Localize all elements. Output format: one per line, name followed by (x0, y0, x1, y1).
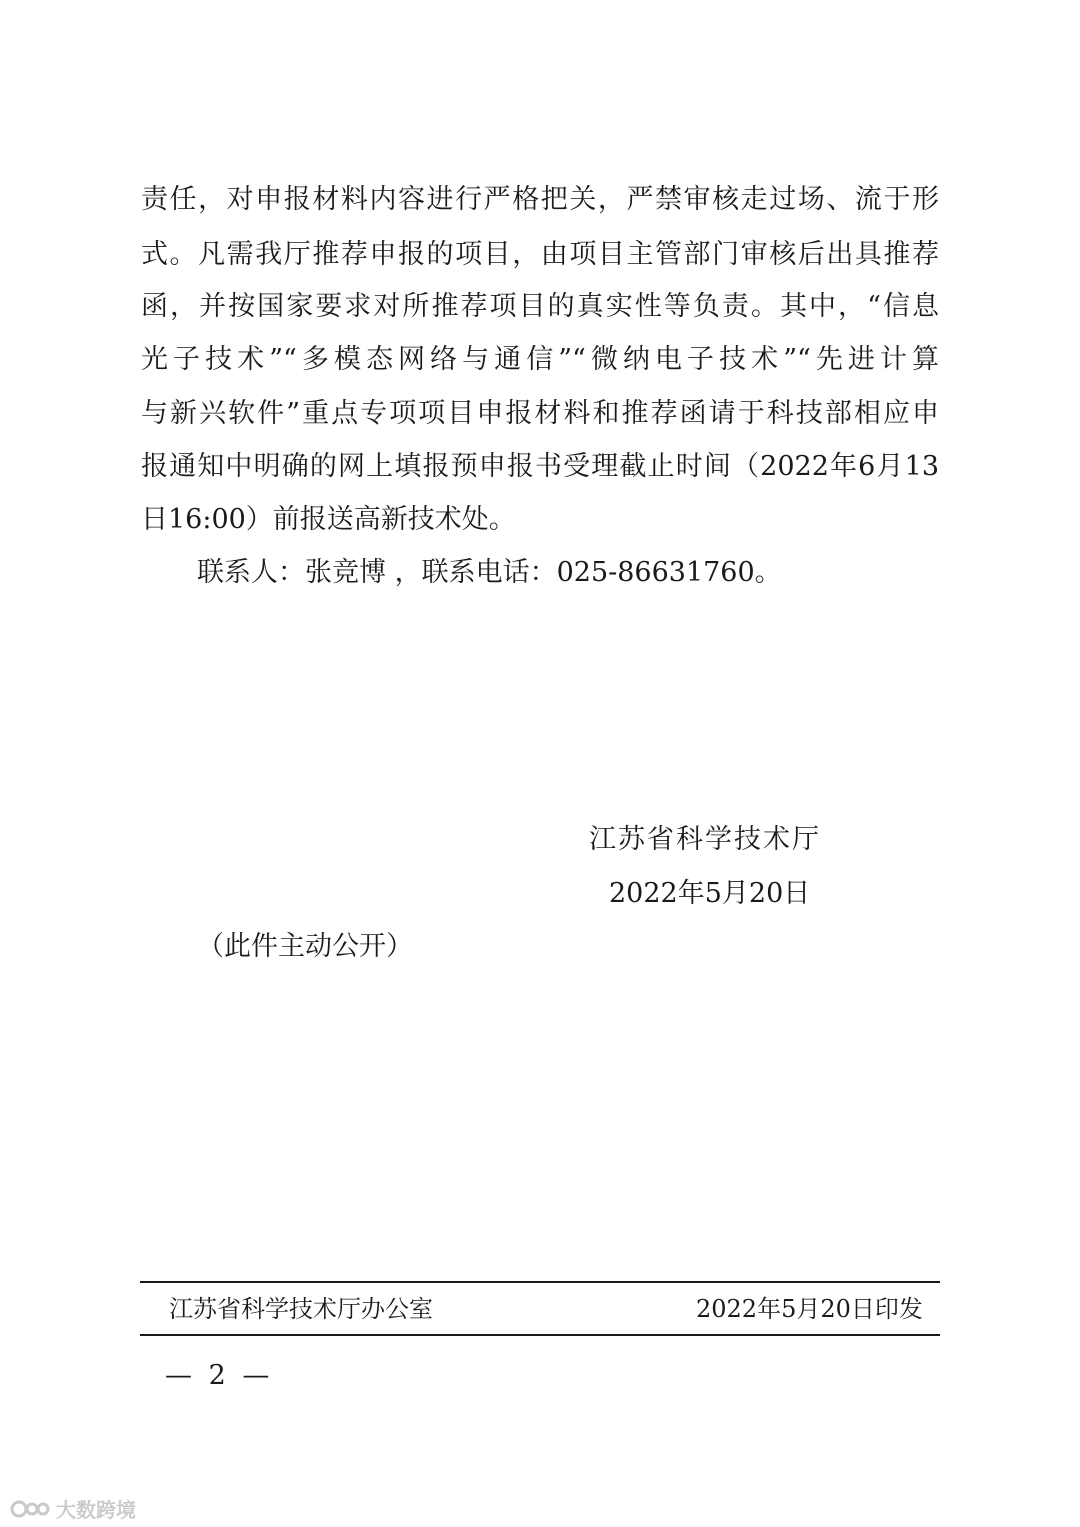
brand-logo-icon (10, 1498, 50, 1520)
body-line-1: 责任，对申报材料内容进行严格把关，严禁审核走过场、流于形 (141, 184, 939, 215)
footer-top-rule (140, 1281, 940, 1283)
contact-line: 联系人：张竞博 ，联系电话：025-86631760。 (197, 557, 782, 588)
disclosure-note: （此件主动公开） (197, 931, 413, 962)
body-line-4: 光子技术”“多模态网络与通信”“微纳电子技术”“先进计算 (141, 344, 939, 375)
signature-org: 江苏省科学技术厅 (589, 824, 821, 855)
signature-date: 2022年5月20日 (609, 878, 811, 909)
page-number: — 2 — (165, 1360, 274, 1391)
footer-issued-date: 2022年5月20日印发 (696, 1295, 923, 1323)
footer-office: 江苏省科学技术厅办公室 (169, 1295, 433, 1323)
footer-bottom-rule (140, 1334, 940, 1336)
body-line-3: 函，并按国家要求对所推荐项目的真实性等负责。其中，“信息 (141, 291, 939, 322)
body-line-6: 报通知中明确的网上填报预申报书受理截止时间（2022年6月13 (141, 451, 939, 482)
body-line-5: 与新兴软件”重点专项项目申报材料和推荐函请于科技部相应申 (141, 398, 939, 429)
body-line-7: 日16:00）前报送高新技术处。 (141, 504, 516, 535)
watermark (10, 1494, 136, 1523)
watermark-text: 大数跨境 (56, 1498, 136, 1522)
body-line-2: 式。凡需我厅推荐申报的项目，由项目主管部门审核后出具推荐 (141, 239, 939, 270)
